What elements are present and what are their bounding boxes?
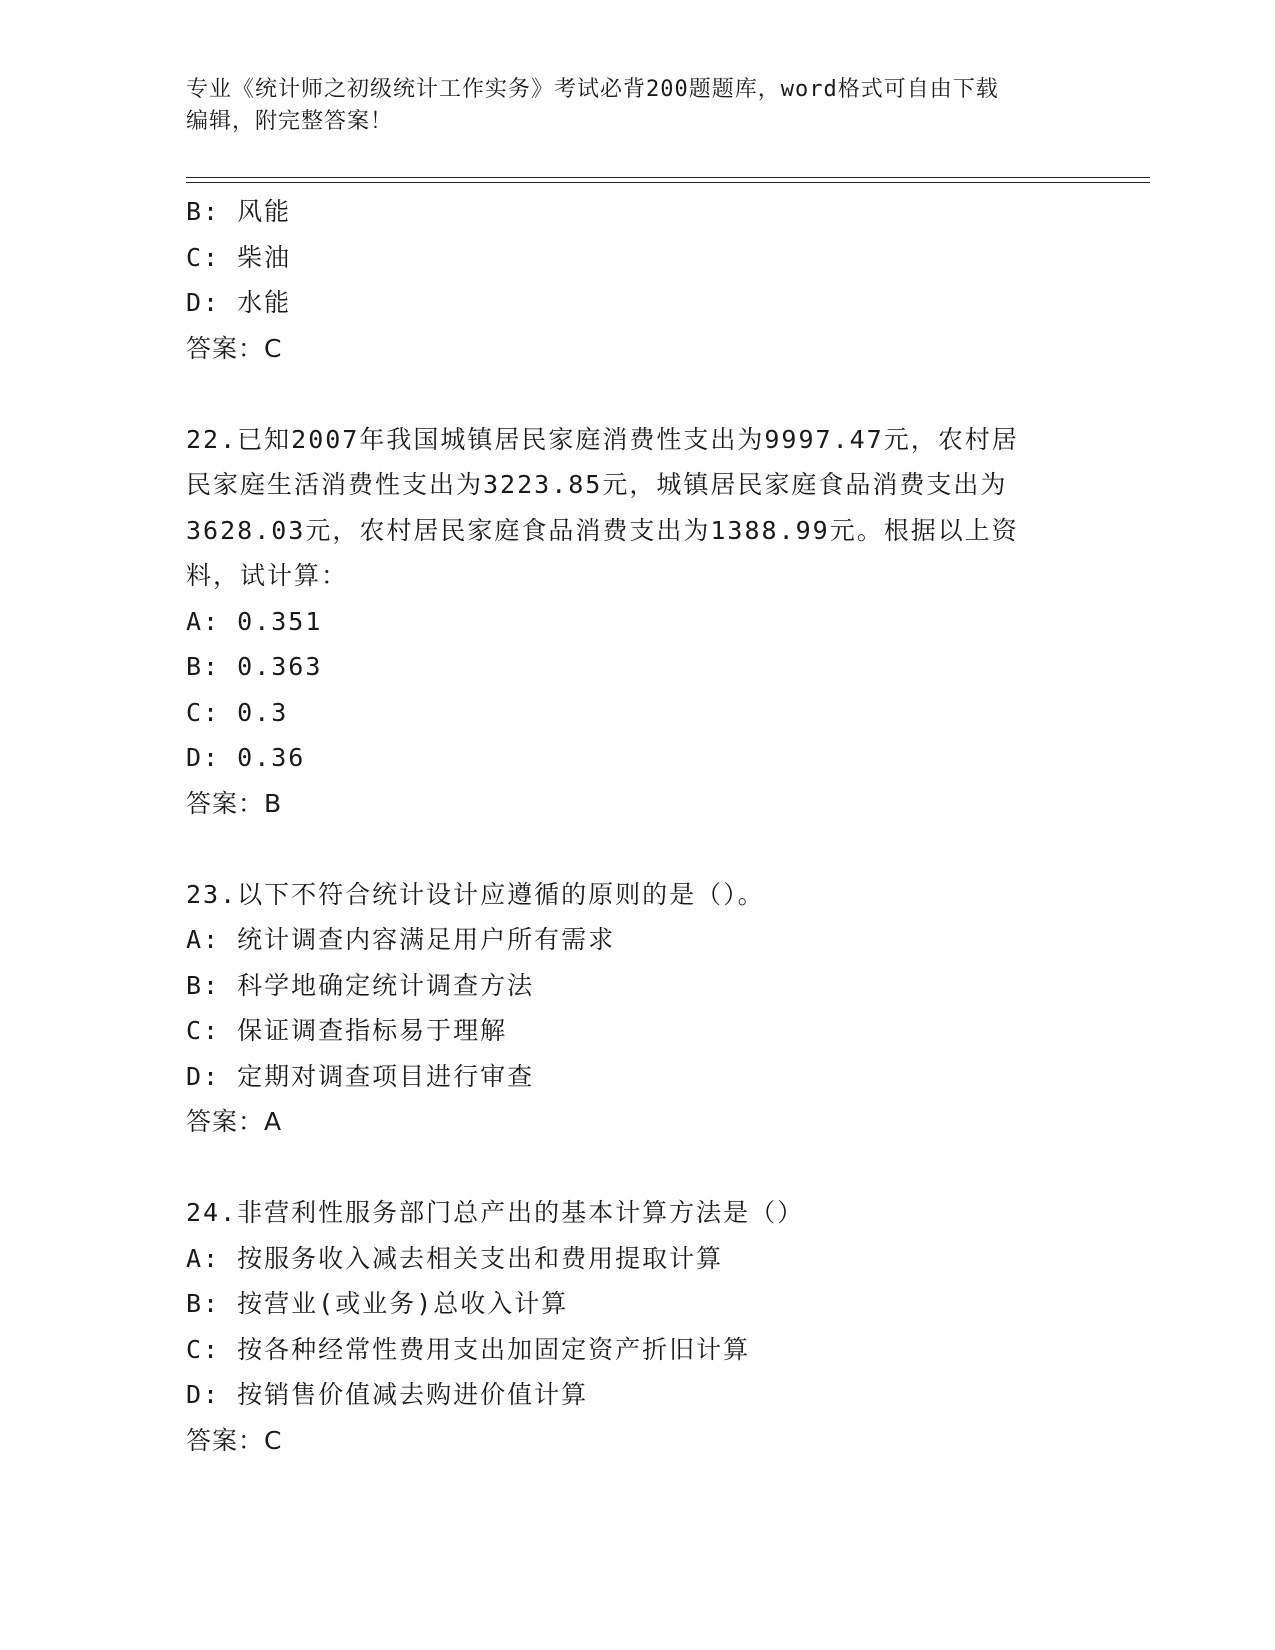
option-b: B: 按营业(或业务)总收入计算	[186, 1289, 569, 1318]
option-c: C: 柴油	[186, 242, 292, 272]
question-stem-line-4: 料，试计算：	[186, 561, 349, 590]
question-stem: 23.以下不符合统计设计应遵循的原则的是（）。	[186, 879, 765, 909]
option-c: C: 保证调查指标易于理解	[186, 1016, 508, 1045]
question-stem: 24.非营利性服务部门总产出的基本计算方法是（）	[186, 1198, 805, 1227]
answer-line: 答案：C	[186, 1425, 283, 1455]
header-rule-bottom	[186, 182, 1150, 183]
question-21-tail	[186, 189, 1086, 371]
header-title-line-2: 编辑，附完整答案！	[186, 109, 394, 134]
spacer	[186, 826, 1086, 872]
option-c: C: 按各种经常性费用支出加固定资产折旧计算	[186, 1334, 751, 1364]
option-c: C: 0.3	[186, 697, 289, 727]
question-list	[186, 189, 1086, 1463]
option-d: D: 水能	[186, 288, 292, 317]
option-b: B: 0.363	[186, 652, 323, 681]
answer-line: 答案：B	[186, 788, 283, 818]
header-title-line-1: 专业《统计师之初级统计工作实务》考试必背200题题库，word格式可自由下载	[186, 77, 999, 102]
option-d: D: 按销售价值减去购进价值计算	[186, 1380, 589, 1409]
document-header	[186, 74, 1086, 138]
question-23	[186, 872, 1086, 1145]
answer-line: 答案：A	[186, 1107, 283, 1136]
header-rule-top	[186, 177, 1150, 178]
question-stem-line-1: 22.已知2007年我国城镇居民家庭消费性支出为9997.47元，农村居	[186, 424, 1019, 454]
spacer	[186, 371, 1086, 417]
question-stem-line-3: 3628.03元，农村居民家庭食品消费支出为1388.99元。根据以上资	[186, 515, 1019, 545]
option-d: D: 定期对调查项目进行审查	[186, 1061, 535, 1091]
option-b: B: 风能	[186, 197, 292, 226]
spacer	[186, 1145, 1086, 1191]
option-a: A: 按服务收入减去相关支出和费用提取计算	[186, 1243, 724, 1273]
question-24	[186, 1190, 1086, 1463]
option-b: B: 科学地确定统计调查方法	[186, 970, 535, 1000]
option-a: A: 0.351	[186, 606, 323, 636]
option-a: A: 统计调查内容满足用户所有需求	[186, 925, 616, 954]
option-d: D: 0.36	[186, 743, 306, 772]
question-22	[186, 417, 1086, 827]
question-stem-line-2: 民家庭生活消费性支出为3223.85元，城镇居民家庭食品消费支出为	[186, 470, 1008, 499]
answer-line: 答案：C	[186, 333, 283, 363]
